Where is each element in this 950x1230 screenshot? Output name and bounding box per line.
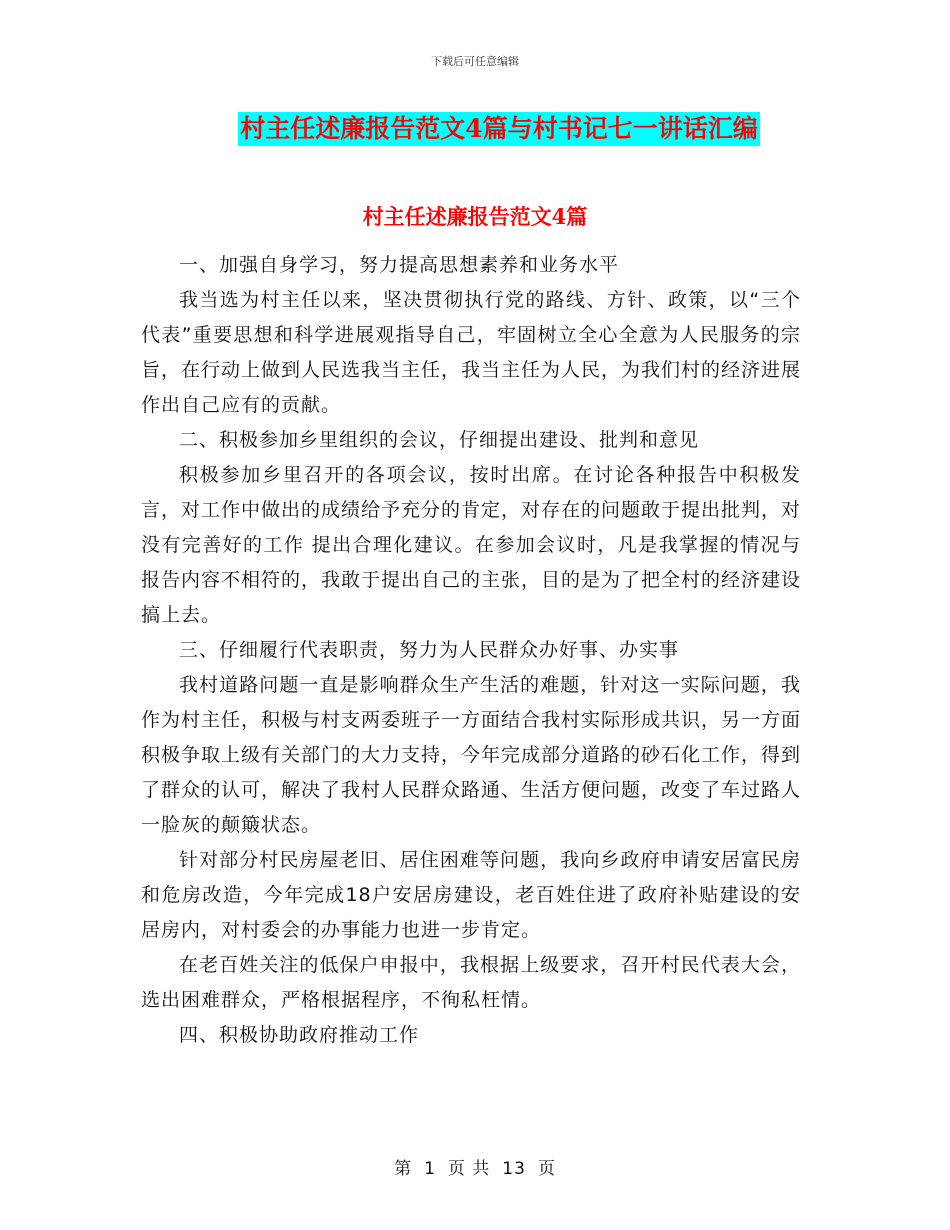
footer-middle: 页 共 — [447, 1159, 491, 1179]
paragraph-heading-1: 一、加强自身学习，努力提高思想素养和业务水平 — [179, 254, 620, 276]
paragraph-heading-4: 四、积极协助政府推动工作 — [179, 1024, 420, 1046]
header-note: 下载后可任意编辑 — [431, 55, 519, 68]
footer-suffix: 页 — [537, 1159, 556, 1179]
main-title-wrap — [0, 112, 950, 146]
paragraph: 积极参加乡里召开的各项会议，按时出席。在讨论各种报告中积极发言，对工作中做出的成绩给予充分的肯定，对存在的问题敢于提出批判，对没有完善好的工作 提出合理化建议。在参加会议时，凡是我掌握的情况与报告内容不相符的，我敢于提出自己的主张，目的是为了把全村的经济建设搞上去。 — [141, 464, 802, 626]
section-title: 村主任述廉报告范文4篇 — [362, 204, 588, 229]
paragraph: 针对部分村民房屋老旧、居住困难等问题，我向乡政府申请安居富民房和危房改造，今年完成18户安居房建设，老百姓住进了政府补贴建设的安居房内，对村委会的办事能力也进一步肯定。 — [141, 849, 801, 941]
paragraph: 我当选为村主任以来，坚决贯彻执行党的路线、方针、政策，以“三个代表”重要思想和科学进展观指导自己，牢固树立全心全意为人民服务的宗旨，在行动上做到人民选我当主任，我当主任为人民，为我们村的经济进展作出自己应有的贡献。 — [141, 289, 802, 416]
footer-prefix: 第 — [394, 1159, 413, 1179]
paragraph-heading-2: 二、积极参加乡里组织的会议，仔细提出建设、批判和意见 — [179, 429, 700, 451]
footer-current-page: 1 — [424, 1159, 436, 1179]
paragraph: 我村道路问题一直是影响群众生产生活的难题，针对这一实际问题，我作为村主任，积极与村支两委班子一方面结合我村实际形成共识，另一方面积极争取上级有关部门的大力支持，今年完成部分道路的砂石化工作，得到了群众的认可，解决了我村人民群众路通、生活方便问题，改变了车过路人一脸灰的颠簸状态。 — [141, 674, 802, 836]
footer-total-pages: 13 — [502, 1159, 526, 1179]
page-footer — [0, 1154, 950, 1179]
paragraph: 在老百姓关注的低保户申报中，我根据上级要求，召开村民代表大会，选出困难群众，严格根据程序，不徇私枉情。 — [141, 954, 801, 1011]
main-title: 村主任述廉报告范文4篇与村书记七一讲话汇编 — [238, 112, 759, 146]
paragraph-heading-3: 三、仔细履行代表职责，努力为人民群众办好事、办实事 — [179, 639, 680, 661]
body-text — [141, 248, 801, 1053]
